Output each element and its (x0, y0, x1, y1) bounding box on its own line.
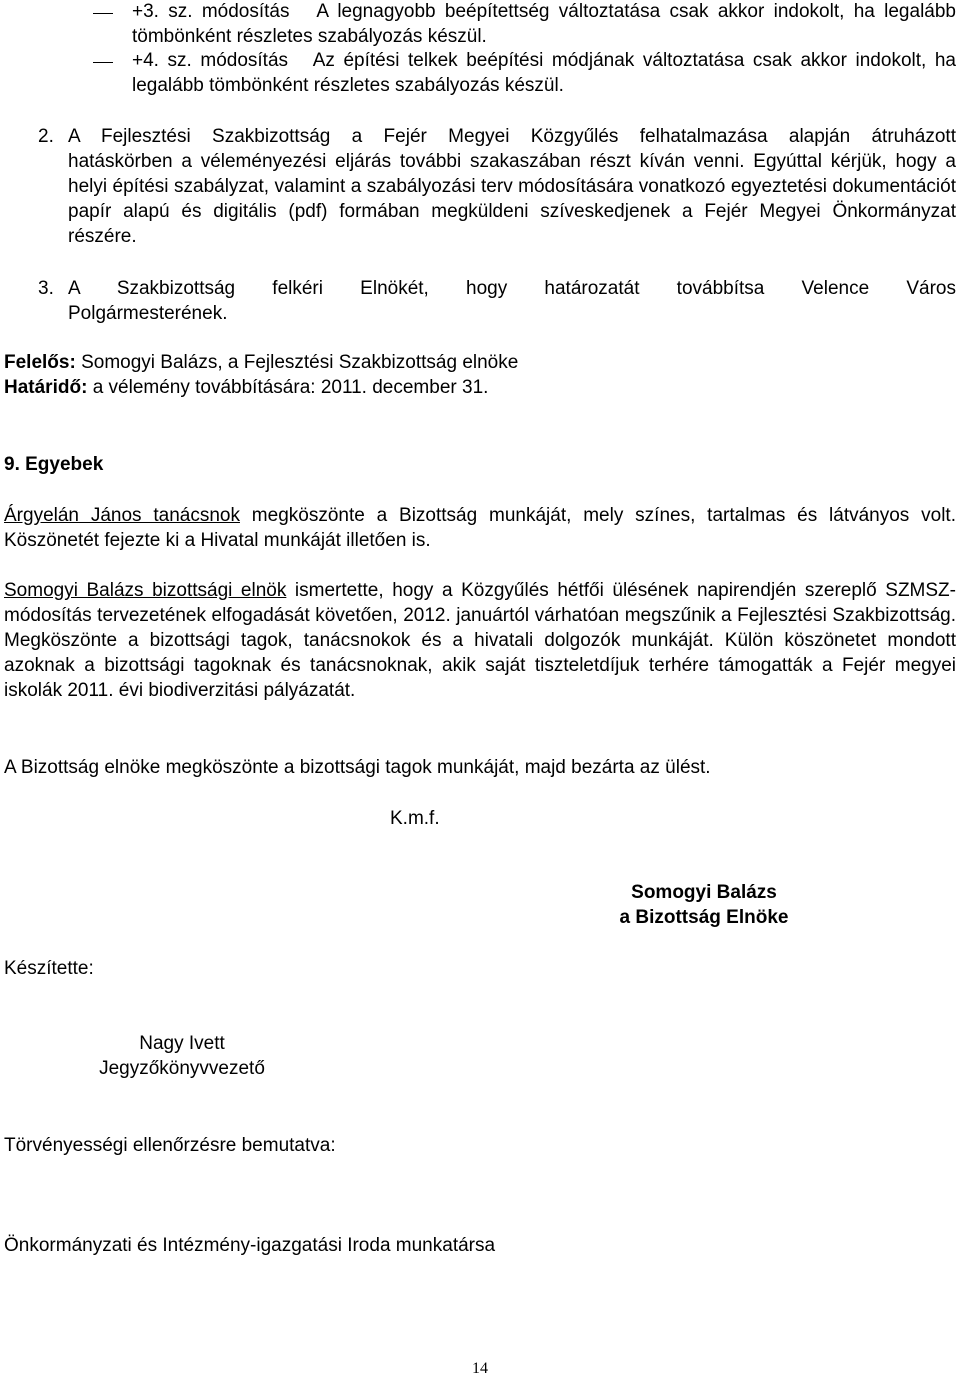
kmf-text: K.m.f. (390, 808, 440, 829)
paragraph (4, 578, 956, 703)
legality-label: Törvényességi ellenőrzésre bemutatva: (4, 1135, 336, 1156)
prepared-label: Készítette: (4, 958, 94, 979)
responsible-value: Somogyi Balázs, a Fejlesztési Szakbizottság elnöke (81, 352, 519, 373)
bullet-text: Az építési telkek beépítési módjának változtatása csak akkor indokolt, ha legalább tömbönként részletes szabályozás készül. (132, 50, 956, 96)
bullet-dash (93, 13, 113, 14)
closing-paragraph: A Bizottság elnöke megköszönte a bizottsági tagok munkáját, majd bezárta az ülést. (4, 757, 711, 778)
paragraph-text: megköszönte a Bizottság munkáját, mely színes, tartalmas és látványos volt. Köszönetét fejezte ki a Hivatal munkáját illetően is. (4, 505, 956, 551)
responsible-label: Felelős: (4, 352, 76, 373)
responsible-line (4, 350, 518, 375)
bullet-item (132, 0, 956, 49)
item-first-line: A Szakbizottság felkéri Elnökét, hogy határozatát továbbítsa Velence Város (68, 278, 956, 299)
secretary-title: Jegyzőkönyvvezető (99, 1058, 265, 1079)
bullet-text: A legnagyobb beépítettség változtatása csak akkor indokolt, ha legalább tömbönként részletes szabályozás készül. (132, 1, 956, 47)
paragraph-text: ismertette, hogy a Közgyűlés hétfői ülésének napirendjén szereplő SZMSZ-módosítás tervezetének elfogadását követően, 2012. januártól várhatóan megszűnik a Fejlesztési Szakbizottság. Megköszönte a bizottsági tagok, tanácsnokok és a hivatali dolgozók munkáját. Külön köszönetet mondott azoknak a bizottsági tagoknak és tanácsnoknak, akik saját tiszteletdíjuk terhére támogatták a Fejér megyei iskolák 2011. évi biodiverzitási pályázatát. (4, 580, 956, 701)
secretary-name: Nagy Ivett (139, 1033, 225, 1054)
section-heading: 9. Egyebek (4, 454, 104, 475)
bullet-dash (93, 62, 113, 63)
chair-title: a Bizottság Elnöke (619, 907, 789, 928)
item-number: 3. (38, 278, 54, 299)
deadline-value: a vélemény továbbítására: 2011. december 31. (92, 377, 489, 398)
deadline-line (4, 375, 488, 400)
item-number: 2. (38, 126, 54, 147)
office-label: Önkormányzati és Intézmény-igazgatási Iroda munkatársa (4, 1235, 496, 1256)
bullet-marker: +4. sz. módosítás (132, 50, 289, 71)
secretary-signature (80, 1031, 284, 1081)
item-first-line: A Fejlesztési Szakbizottság a Fejér Megyei Közgyűlés felhatalmazása alapján átruházott (68, 126, 956, 147)
deadline-label: Határidő: (4, 377, 88, 398)
chair-name: Somogyi Balázs (631, 882, 777, 903)
item-body: hatáskörben a véleményezési eljárás további szakaszában részt kíván venni. Egyúttal kérjük, hogy a helyi építési szabályzat, valamint a szabályozási terv módosítására vonatkozó egyeztetési dokumentációt papír alapú és digitális (pdf) formában megküldeni szíveskedjenek a Fejér Megyei Önkormányzat részére. (68, 151, 956, 247)
speaker-name: Árgyelán János tanácsnok (4, 505, 240, 526)
item-body: Polgármesterének. (68, 303, 228, 324)
bullet-item (132, 48, 956, 98)
chair-signature (590, 880, 818, 930)
paragraph (4, 503, 956, 553)
page-number: 14 (472, 1360, 488, 1377)
speaker-name: Somogyi Balázs bizottsági elnök (4, 580, 287, 601)
bullet-marker: +3. sz. módosítás (132, 1, 290, 22)
